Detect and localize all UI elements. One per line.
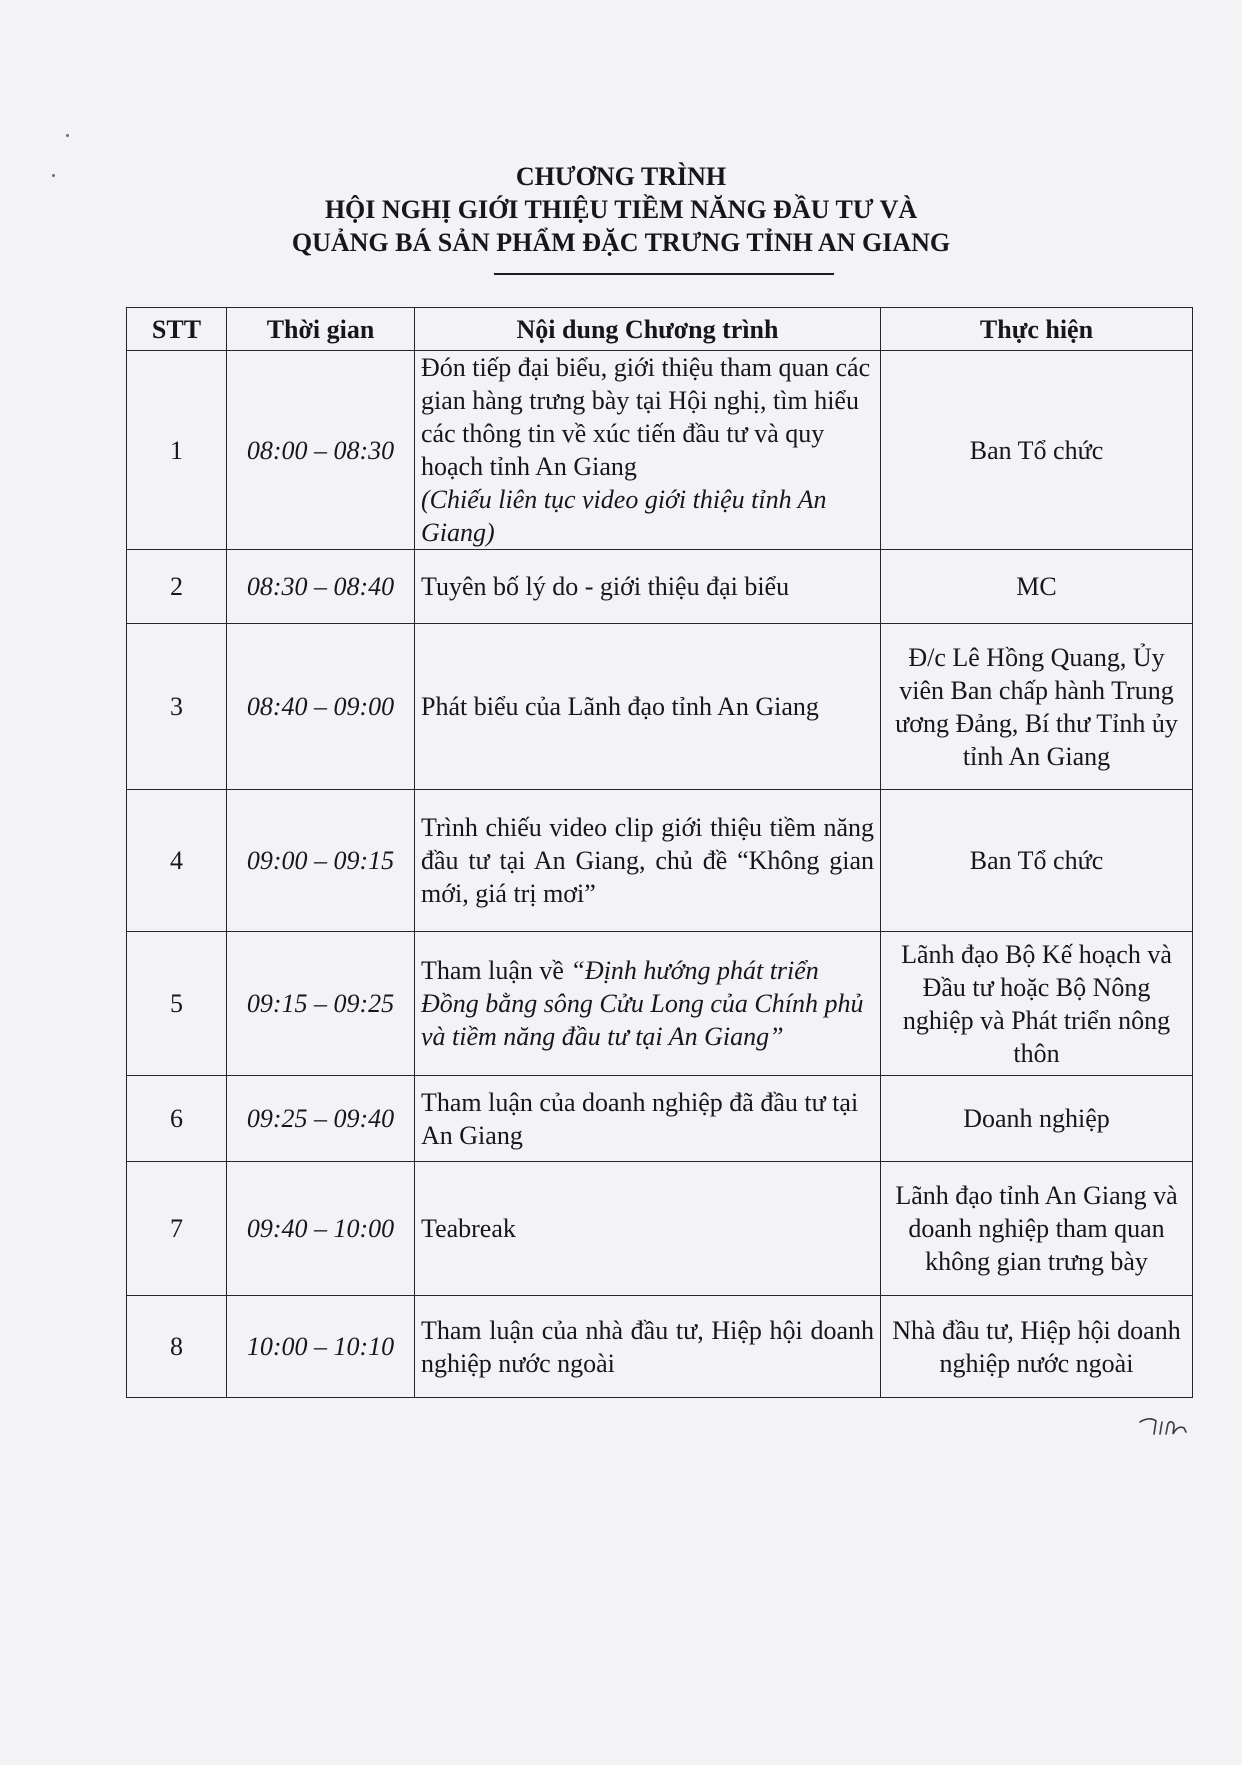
row-content: Teabreak — [415, 1162, 881, 1296]
row-content-text: Trình chiếu video clip giới thiệu tiềm năng đầu tư tại An Giang, chủ đề “Không gian mới, giá trị mơi” — [421, 813, 874, 908]
table-row — [127, 1162, 1193, 1296]
row-content: Phát biểu của Lãnh đạo tỉnh An Giang — [415, 624, 881, 790]
table-row — [127, 550, 1193, 624]
row-performer: Lãnh đạo tỉnh An Giang và doanh nghiệp tham quan không gian trưng bày — [881, 1162, 1193, 1296]
row-time: 09:00 – 09:15 — [227, 790, 415, 932]
table-row — [127, 790, 1193, 932]
table-row — [127, 351, 1193, 550]
document-title — [0, 160, 1242, 259]
title-line-1: CHƯƠNG TRÌNH — [515, 162, 727, 191]
row-performer: Ban Tổ chức — [881, 351, 1193, 550]
row-content-italic: “Định hướng phát triển Đồng bằng sông Cửu Long của Chính phủ và tiềm năng đầu tư tại An Giang” — [421, 956, 864, 1051]
header-content: Nội dung Chương trình — [415, 308, 881, 351]
row-stt: 6 — [127, 1076, 227, 1162]
row-content-note: (Chiếu liên tục video giới thiệu tỉnh An Giang) — [421, 485, 827, 547]
row-time: 08:40 – 09:00 — [227, 624, 415, 790]
row-content: Tuyên bố lý do - giới thiệu đại biểu — [415, 550, 881, 624]
title-line-3: QUẢNG BÁ SẢN PHẨM ĐẶC TRƯNG TỈNH AN GIANG — [291, 228, 951, 257]
table-row — [127, 624, 1193, 790]
header-performer: Thực hiện — [881, 308, 1193, 351]
row-performer: MC — [881, 550, 1193, 624]
row-stt: 1 — [127, 351, 227, 550]
row-content — [415, 790, 881, 932]
program-table — [126, 307, 1193, 1398]
row-content — [415, 932, 881, 1076]
row-performer: Nhà đầu tư, Hiệp hội doanh nghiệp nước ngoài — [881, 1296, 1193, 1398]
row-time: 10:00 – 10:10 — [227, 1296, 415, 1398]
row-stt: 3 — [127, 624, 227, 790]
row-content — [415, 1296, 881, 1398]
row-time: 09:40 – 10:00 — [227, 1162, 415, 1296]
row-stt: 4 — [127, 790, 227, 932]
row-stt: 7 — [127, 1162, 227, 1296]
row-stt: 2 — [127, 550, 227, 624]
header-time: Thời gian — [227, 308, 415, 351]
row-content-text: Đón tiếp đại biểu, giới thiệu tham quan các gian hàng trưng bày tại Hội nghị, tìm hiểu các thông tin về xúc tiến đầu tư và quy hoạch tỉnh An Giang — [421, 353, 871, 481]
row-content-text: Tham luận của nhà đầu tư, Hiệp hội doanh nghiệp nước ngoài — [421, 1315, 874, 1378]
handwritten-signature — [1138, 1414, 1194, 1436]
row-time: 09:15 – 09:25 — [227, 932, 415, 1076]
row-content-prefix: Tham luận về — [421, 956, 571, 985]
row-performer: Lãnh đạo Bộ Kế hoạch và Đầu tư hoặc Bộ Nông nghiệp và Phát triển nông thôn — [881, 932, 1193, 1076]
row-time: 09:25 – 09:40 — [227, 1076, 415, 1162]
table-row — [127, 932, 1193, 1076]
table-row — [127, 1296, 1193, 1398]
row-stt: 8 — [127, 1296, 227, 1398]
table-header-row — [127, 308, 1193, 351]
row-content — [415, 351, 881, 550]
title-line-2: HỘI NGHỊ GIỚI THIỆU TIỀM NĂNG ĐẦU TƯ VÀ — [324, 195, 918, 224]
row-content: Tham luận của doanh nghiệp đã đầu tư tại An Giang — [415, 1076, 881, 1162]
header-stt: STT — [127, 308, 227, 351]
row-time: 08:00 – 08:30 — [227, 351, 415, 550]
row-stt: 5 — [127, 932, 227, 1076]
scan-speck — [66, 134, 69, 137]
row-time: 08:30 – 08:40 — [227, 550, 415, 624]
row-performer: Đ/c Lê Hồng Quang, Ủy viên Ban chấp hành Trung ương Đảng, Bí thư Tỉnh ủy tỉnh An Giang — [881, 624, 1193, 790]
row-performer: Doanh nghiệp — [881, 1076, 1193, 1162]
title-underline — [494, 273, 834, 275]
table-row — [127, 1076, 1193, 1162]
row-performer: Ban Tổ chức — [881, 790, 1193, 932]
